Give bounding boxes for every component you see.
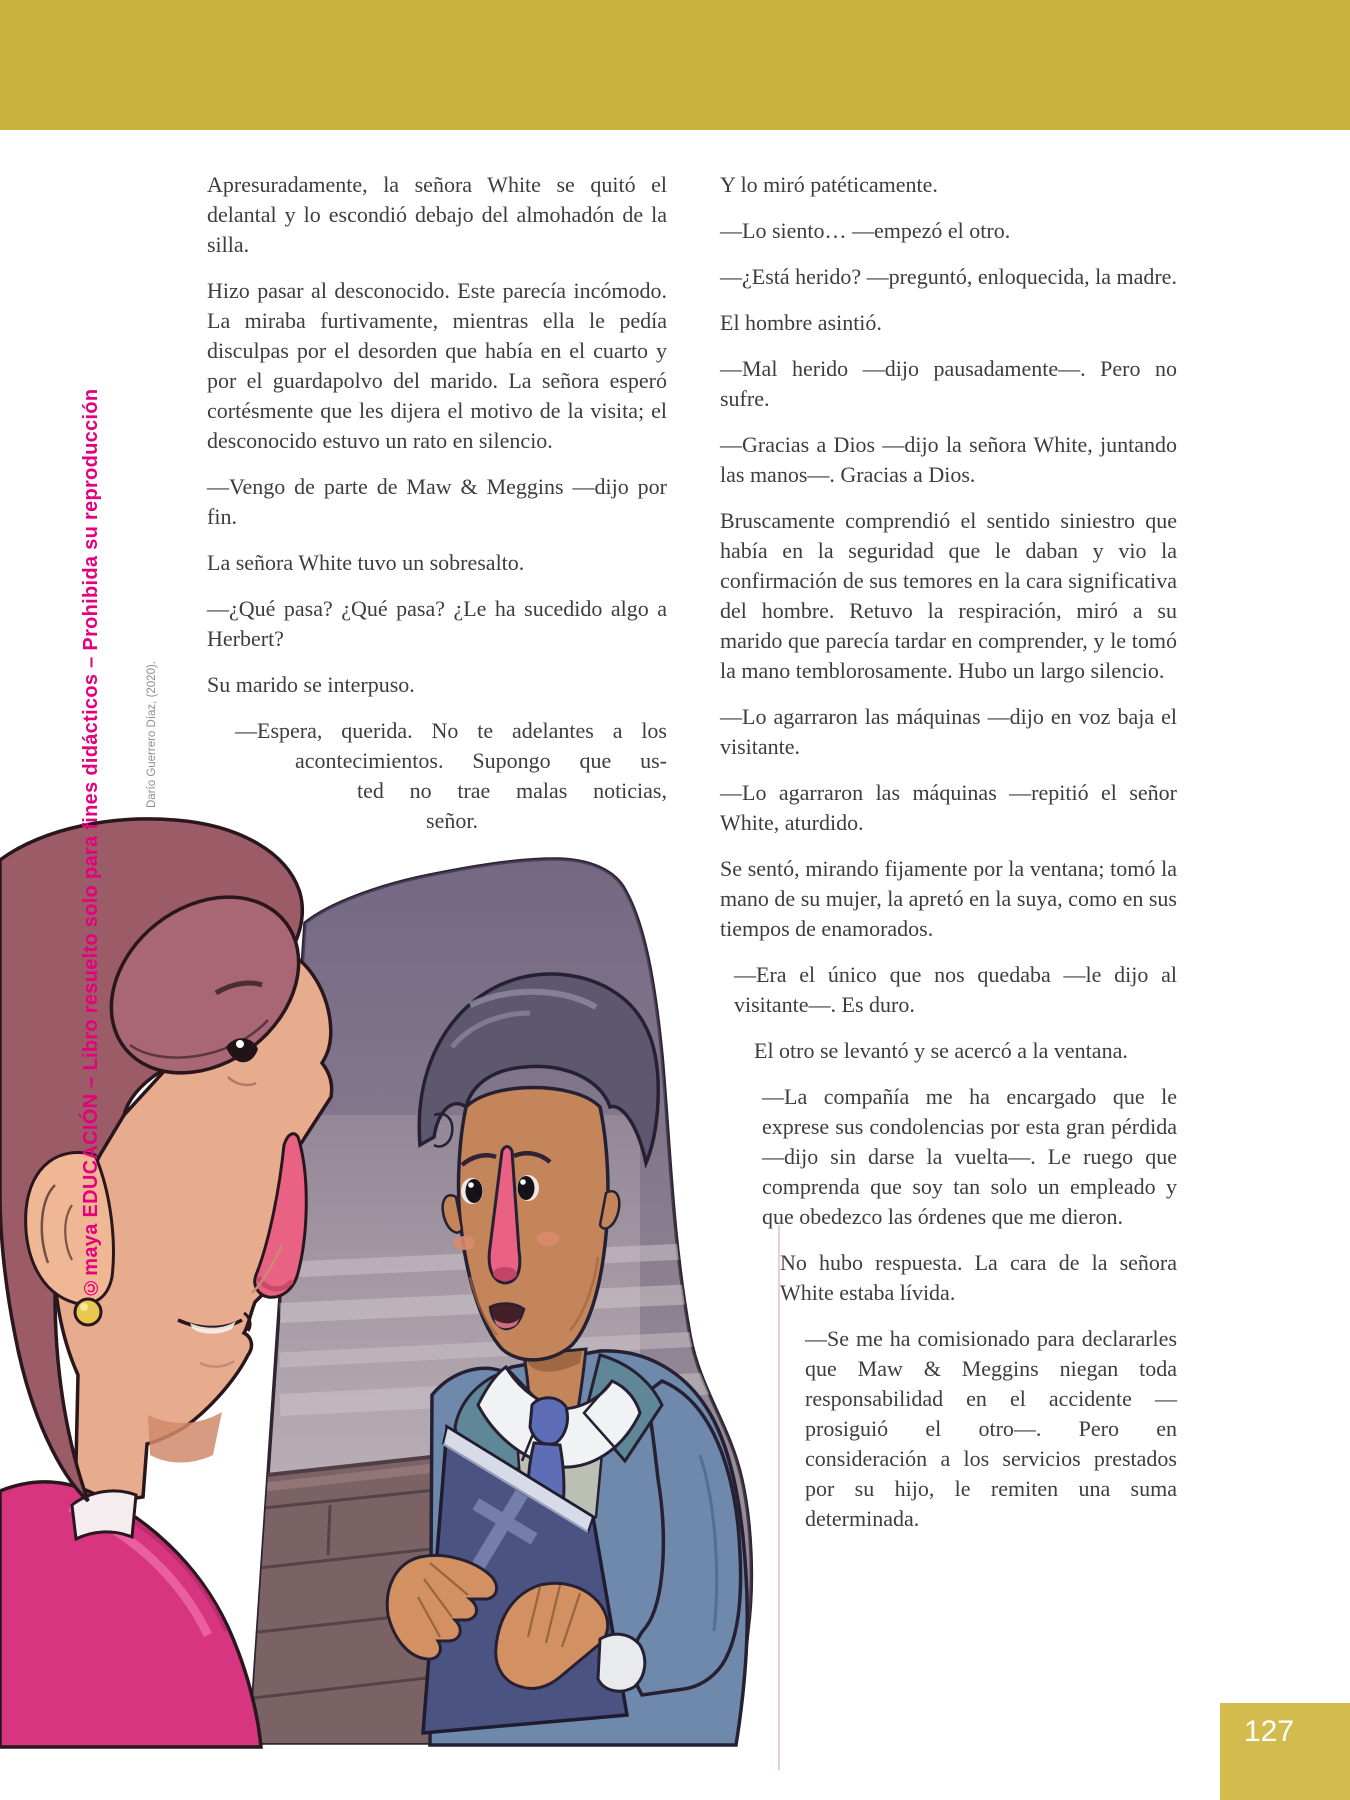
right-text-column bbox=[720, 170, 1177, 1550]
story-line: señor. bbox=[426, 808, 478, 833]
edition-watermark: ©maya EDUCACIÓN – Libro resuelto solo para fines didácticos – Prohibida su reproducción bbox=[80, 388, 102, 1298]
story-paragraph: Bruscamente comprendió el sentido siniestro que había en la seguridad que le daban y vio la confirmación de sus temores en la cara significativa del hombre. Retuvo la respiración, miró a su marido que parecía tardar en comprender, y le tomó la mano temblorosamente. Hubo un largo silencio. bbox=[720, 508, 1177, 683]
story-paragraph: Y lo miró patéticamente. bbox=[720, 172, 938, 197]
page-number-box bbox=[1220, 1703, 1350, 1800]
story-paragraph: Hizo pasar al desconocido. Este parecía incómodo. La miraba furtivamente, mientras ella le pedía disculpas por el desorden que había en el cuarto y por el guardapolvo del marido. La señora esperó cortésmente que les dijera el motivo de la visita; el desconocido estuvo un rato en silencio. bbox=[207, 278, 667, 453]
story-paragraph: —¿Qué pasa? ¿Qué pasa? ¿Le ha sucedido algo a Herbert? bbox=[207, 596, 667, 651]
story-line: acontecimientos. Supongo que us- bbox=[295, 748, 667, 773]
story-paragraph: —Lo siento… —empezó el otro. bbox=[720, 218, 1011, 243]
story-paragraph: —Era el único que nos quedaba —le dijo al visitante—. Es duro. bbox=[734, 962, 1177, 1017]
story-paragraph: —¿Está herido? —preguntó, enloquecida, la madre. bbox=[720, 264, 1177, 289]
story-paragraph: Apresuradamente, la señora White se quitó el delantal y lo escondió debajo del almohadón de la silla. bbox=[207, 172, 667, 257]
left-text-column bbox=[207, 170, 667, 836]
story-paragraph: El hombre asintió. bbox=[720, 310, 882, 335]
story-paragraph: —Gracias a Dios —dijo la señora White, juntando las manos—. Gracias a Dios. bbox=[720, 432, 1177, 487]
left-paragraph-list bbox=[207, 170, 667, 700]
story-paragraph: El otro se levantó y se acercó a la ventana. bbox=[754, 1038, 1128, 1063]
story-paragraph: No hubo respuesta. La cara de la señora White estaba lívida. bbox=[780, 1250, 1177, 1305]
story-paragraph: —La compañía me ha encargado que le exprese sus condolencias por esta gran pérdida —dijo sin darse la vuelta—. Le ruego que comprenda que soy tan solo un empleado y que obedezco las órdenes que me dieron. bbox=[762, 1084, 1177, 1229]
story-paragraph: —Lo agarraron las máquinas —repitió el señor White, aturdido. bbox=[720, 780, 1177, 835]
story-paragraph: —Mal herido —dijo pausadamente—. Pero no sufre. bbox=[720, 356, 1177, 411]
story-paragraph: —Se me ha comisionado para declararles que Maw & Meggins niegan toda responsabilidad en el accidente —prosiguió el otro—. Pero en consideración a los servicios prestados por su hijo, le remiten una suma determinada. bbox=[805, 1326, 1177, 1531]
story-paragraph: Se sentó, mirando fijamente por la ventana; tomó la mano de su mujer, la apretó en la suya, como en sus tiempos de enamorados. bbox=[720, 856, 1177, 941]
story-paragraph: La señora White tuvo un sobresalto. bbox=[207, 550, 525, 575]
story-line: —Espera, querida. No te adelantes a los bbox=[235, 718, 667, 743]
story-illustration bbox=[0, 815, 780, 1775]
gold-earring bbox=[75, 1299, 101, 1325]
illustration-credit: Darío Guerrero Díaz, (2020). bbox=[146, 660, 158, 808]
story-paragraph: —Vengo de parte de Maw & Meggins —dijo por fin. bbox=[207, 474, 667, 529]
story-line: ted no trae malas noticias, bbox=[357, 778, 667, 803]
story-paragraph: —Lo agarraron las máquinas —dijo en voz baja el visitante. bbox=[720, 704, 1177, 759]
top-decoration-bar bbox=[0, 0, 1350, 130]
page-number: 127 bbox=[1244, 1715, 1295, 1748]
story-paragraph: Su marido se interpuso. bbox=[207, 672, 415, 697]
